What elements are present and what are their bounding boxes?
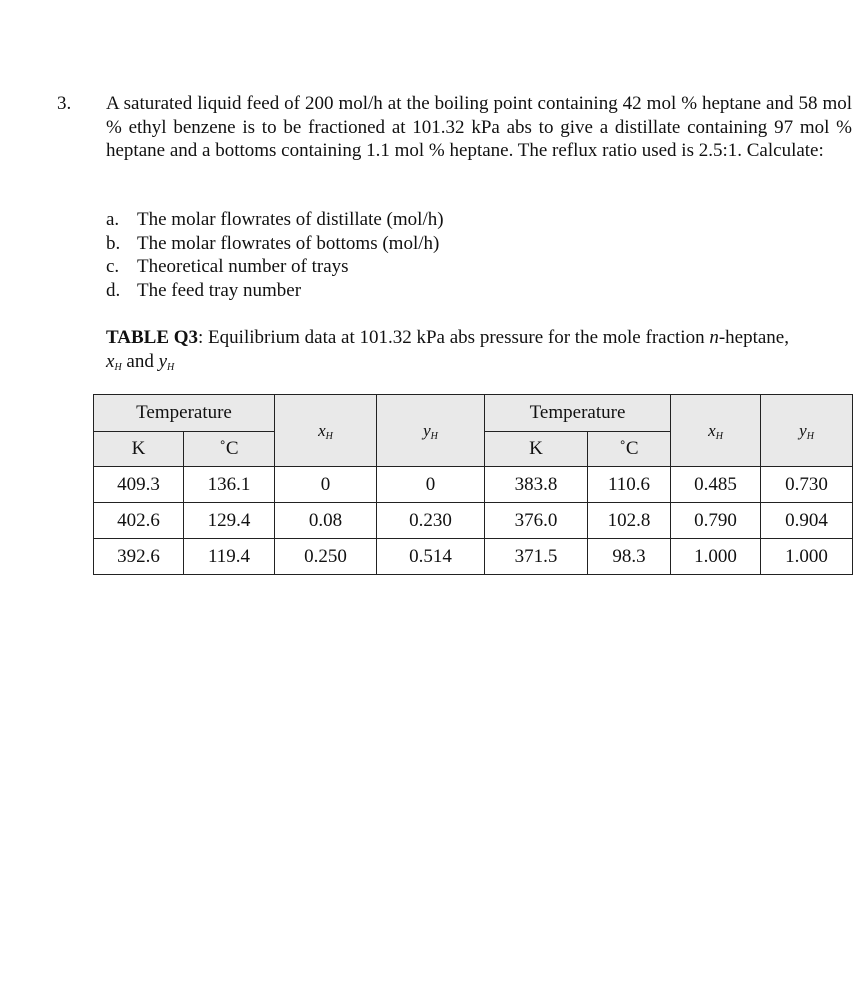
table-cell: 383.8 <box>485 467 588 503</box>
table-caption-n: n <box>709 327 719 348</box>
part-text: Theoretical number of trays <box>137 256 349 277</box>
header-x <box>671 395 761 467</box>
header-celsius: ˚C <box>184 432 275 467</box>
header-x-symbol: $x_H$ <box>318 420 333 442</box>
caption-y-subscript: H <box>167 361 175 373</box>
part-text: The molar flowrates of distillate (mol/h) <box>137 209 444 230</box>
caption-and: and <box>121 350 159 372</box>
part-letter: a. <box>106 209 120 230</box>
part-letter: d. <box>106 279 121 301</box>
header-y-symbol: $y_H$ <box>799 420 814 442</box>
header-celsius: ˚C <box>588 432 671 467</box>
table-row <box>94 503 853 539</box>
table-cell: 0 <box>377 467 485 503</box>
caption-y-symbol: y <box>158 350 168 372</box>
table-cell: 98.3 <box>588 539 671 575</box>
table-cell: 0.08 <box>275 503 377 539</box>
question-part <box>106 208 806 232</box>
table-row <box>94 539 853 575</box>
header-temperature: Temperature <box>485 395 671 432</box>
header-x <box>275 395 377 467</box>
table-cell: 376.0 <box>485 503 588 539</box>
question-text: A saturated liquid feed of 200 mol/h at the boiling point containing 42 mol % heptane and 58 mol % ethyl benzene is to be fractioned at 101.32 kPa abs to give a distillate containing 97 mol % heptane and a bottoms containing 1.1 mol % heptane. The reflux ratio used is 2.5:1. Calculate: <box>106 93 852 161</box>
table-caption-label: TABLE Q3 <box>106 327 199 348</box>
table-cell: 0.250 <box>275 539 377 575</box>
table-cell: 102.8 <box>588 503 671 539</box>
header-x-symbol: $x_H$ <box>708 420 723 442</box>
table-cell: 409.3 <box>94 467 184 503</box>
header-temperature: Temperature <box>94 395 275 432</box>
question-part <box>106 279 806 303</box>
table-cell: 0 <box>275 467 377 503</box>
table-caption-text-after: -heptane, <box>718 327 789 348</box>
table-cell: 0.730 <box>761 467 853 503</box>
part-letter: b. <box>106 232 121 254</box>
table-cell: 0.790 <box>671 503 761 539</box>
question-parts-list <box>106 208 806 302</box>
part-text: The feed tray number <box>137 279 302 301</box>
table-cell: 1.000 <box>761 539 853 575</box>
table-row <box>94 467 853 503</box>
caption-x-symbol: x <box>106 350 115 372</box>
table-cell: 371.5 <box>485 539 588 575</box>
table-caption <box>106 326 852 379</box>
header-kelvin: K <box>94 432 184 467</box>
table-cell: 0.485 <box>671 467 761 503</box>
table-cell: 129.4 <box>184 503 275 539</box>
table-caption-text: : Equilibrium data at 101.32 kPa abs pressure for the mole fraction <box>198 327 710 348</box>
header-kelvin: K <box>485 432 588 467</box>
table-cell: 110.6 <box>588 467 671 503</box>
header-y <box>761 395 853 467</box>
caption-x-subscript: H <box>114 361 122 373</box>
header-y-symbol: $y_H$ <box>423 420 438 442</box>
table-cell: 1.000 <box>671 539 761 575</box>
question-part <box>106 232 806 256</box>
part-letter: c. <box>106 256 120 277</box>
table-cell: 0.514 <box>377 539 485 575</box>
header-y <box>377 395 485 467</box>
part-text: The molar flowrates of bottoms (mol/h) <box>137 232 440 254</box>
question-part <box>106 255 806 279</box>
question-number: 3. <box>57 93 72 114</box>
table-cell: 119.4 <box>184 539 275 575</box>
equilibrium-data-table <box>93 394 853 575</box>
table-cell: 402.6 <box>94 503 184 539</box>
table-cell: 0.230 <box>377 503 485 539</box>
table-cell: 392.6 <box>94 539 184 575</box>
table-cell: 0.904 <box>761 503 853 539</box>
table-cell: 136.1 <box>184 467 275 503</box>
